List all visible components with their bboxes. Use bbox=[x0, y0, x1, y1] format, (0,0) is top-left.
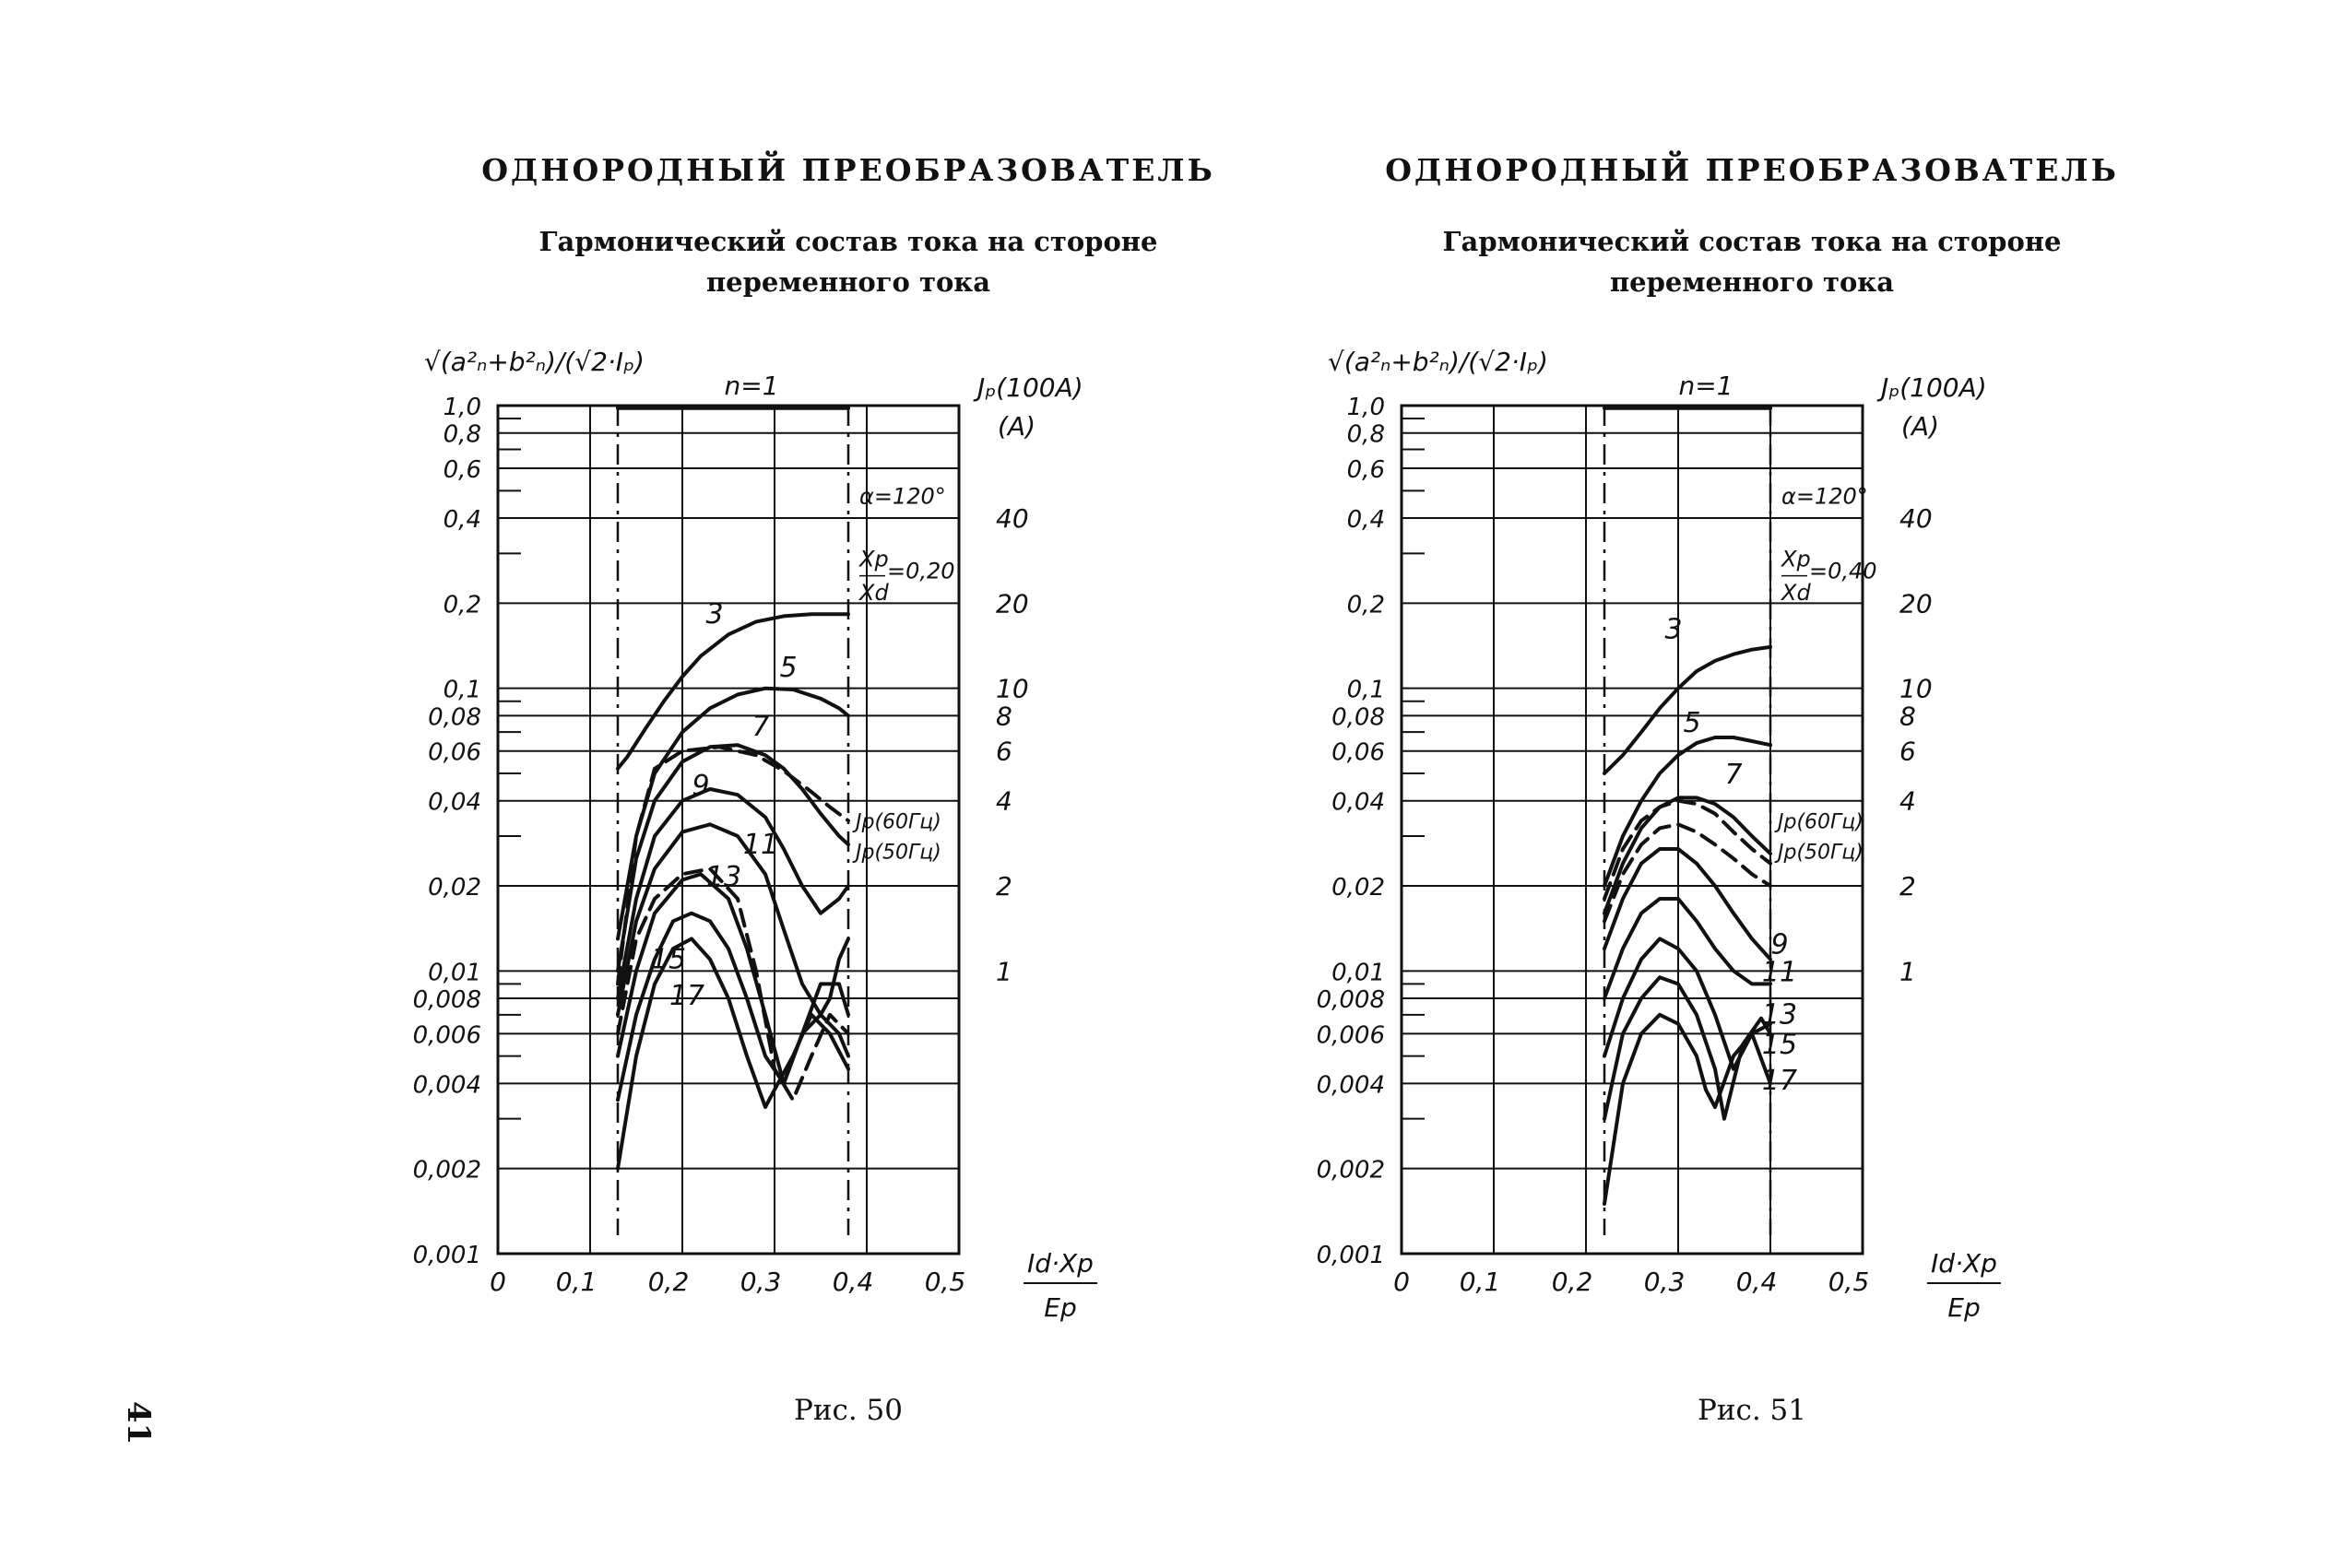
x-tick-label: 0,4 bbox=[1735, 1267, 1778, 1297]
y-tick-label: 0,006 bbox=[1316, 1021, 1385, 1050]
param-ratio-denominator: Xd bbox=[1781, 580, 1811, 607]
y-tick-label: 1,0 bbox=[443, 394, 481, 421]
curve-label-13: 13 bbox=[1761, 998, 1798, 1032]
y-axis-title: √(a²ₙ+b²ₙ)/(√2·Iₚ) bbox=[1328, 347, 1548, 377]
y-tick-label: 0,1 bbox=[1346, 676, 1385, 704]
y-axis-title: √(a²ₙ+b²ₙ)/(√2·Iₚ) bbox=[424, 347, 645, 377]
x-tick-label: 0,1 bbox=[1459, 1267, 1501, 1297]
x-tick-label: 0,5 bbox=[924, 1267, 966, 1297]
param-alpha: α=120° bbox=[859, 483, 946, 510]
curve-label-17: 17 bbox=[669, 979, 705, 1012]
figure-panel-left bbox=[387, 0, 1309, 1521]
x-tick-label: 0 bbox=[1393, 1267, 1410, 1297]
y-tick-label: 0,02 bbox=[1331, 874, 1385, 902]
curve-label-17: 17 bbox=[1761, 1065, 1798, 1098]
param-ratio-numerator: Xp bbox=[859, 546, 889, 572]
y-tick-label: 0,006 bbox=[412, 1021, 481, 1050]
right-tick-label: 6 bbox=[1899, 736, 1916, 767]
y-tick-label: 0,01 bbox=[1331, 959, 1385, 987]
y-tick-label: 0,04 bbox=[428, 788, 481, 817]
y-tick-label: 0,08 bbox=[428, 703, 481, 732]
right-tick-label: 40 bbox=[1899, 503, 1933, 535]
right-tick-label: 20 bbox=[1899, 588, 1933, 619]
y-tick-label: 0,002 bbox=[1316, 1156, 1385, 1185]
y-tick-label: 0,2 bbox=[1346, 591, 1385, 619]
curve-label-15: 15 bbox=[1761, 1029, 1798, 1062]
right-tick-label: 20 bbox=[996, 588, 1029, 619]
right-tick-label: 40 bbox=[996, 503, 1029, 535]
right-tick-label: 2 bbox=[1899, 871, 1916, 902]
right-tick-label: 4 bbox=[996, 785, 1012, 817]
param-ratio-value: =0,40 bbox=[1809, 558, 1877, 584]
x-axis-title-denominator: Ep bbox=[1947, 1292, 1981, 1323]
harmonic-chart-left bbox=[387, 332, 1309, 1383]
page-number: 41 bbox=[120, 1401, 157, 1445]
y-tick-label: 0,4 bbox=[443, 506, 481, 535]
series-line-13 bbox=[1604, 938, 1770, 1068]
curve-label-11: 11 bbox=[742, 829, 779, 862]
right-axis-title: Jₚ(100A) bbox=[1881, 372, 1987, 403]
right-tick-label: 2 bbox=[996, 871, 1012, 902]
curve-label-11: 11 bbox=[1761, 956, 1798, 989]
y-tick-label: 0,1 bbox=[443, 676, 481, 704]
y-tick-label: 0,2 bbox=[443, 591, 481, 619]
curve-label-7: 7 bbox=[751, 711, 770, 744]
x-tick-label: 0,2 bbox=[647, 1267, 690, 1297]
legend-jp-50hz: Jp(50Гц) bbox=[856, 841, 941, 865]
right-tick-label: 1 bbox=[1899, 956, 1916, 987]
curve-label-5: 5 bbox=[779, 651, 798, 684]
curve-label-9: 9 bbox=[692, 770, 710, 803]
series-label-n1: n=1 bbox=[724, 371, 779, 401]
right-axis-unit: (A) bbox=[1901, 411, 1940, 442]
x-tick-label: 0,5 bbox=[1828, 1267, 1870, 1297]
y-tick-label: 0,001 bbox=[412, 1242, 481, 1269]
right-tick-label: 10 bbox=[1899, 673, 1933, 704]
y-tick-label: 0,001 bbox=[1316, 1242, 1385, 1269]
y-tick-label: 0,08 bbox=[1331, 703, 1385, 732]
x-tick-label: 0,2 bbox=[1551, 1267, 1593, 1297]
figure-caption: Рис. 51 bbox=[1697, 1394, 1807, 1427]
y-tick-label: 0,04 bbox=[1331, 788, 1385, 817]
x-axis-title-denominator: Ep bbox=[1044, 1292, 1077, 1323]
harmonic-chart-right bbox=[1291, 332, 2213, 1383]
curve-label-5: 5 bbox=[1683, 707, 1701, 740]
param-ratio-numerator: Xp bbox=[1781, 546, 1811, 572]
x-tick-label: 0,1 bbox=[555, 1267, 598, 1297]
x-tick-label: 0 bbox=[490, 1267, 506, 1297]
subtitle-line-1: Гармонический состав тока на стороне bbox=[538, 226, 1158, 257]
right-tick-label: 4 bbox=[1899, 785, 1916, 817]
curve-label-3: 3 bbox=[705, 597, 724, 631]
legend-jp-50hz: Jp(50Гц) bbox=[1778, 841, 1864, 865]
x-tick-label: 0,3 bbox=[1643, 1267, 1686, 1297]
y-tick-label: 0,008 bbox=[412, 986, 481, 1015]
curve-label-13: 13 bbox=[705, 861, 742, 894]
series-label-n1: n=1 bbox=[1678, 371, 1733, 401]
figure-title: ОДНОРОДНЫЙ ПРЕОБРАЗОВАТЕЛЬ bbox=[481, 152, 1215, 188]
y-tick-label: 0,8 bbox=[1346, 420, 1385, 449]
right-axis-unit: (A) bbox=[998, 411, 1036, 442]
param-alpha: α=120° bbox=[1781, 483, 1868, 510]
y-tick-label: 0,004 bbox=[412, 1071, 481, 1100]
x-tick-label: 0,3 bbox=[740, 1267, 782, 1297]
figure-subtitle bbox=[1291, 221, 2213, 302]
figure-caption: Рис. 50 bbox=[793, 1394, 904, 1427]
y-tick-label: 0,008 bbox=[1316, 986, 1385, 1015]
subtitle-line-2: переменного тока bbox=[1609, 266, 1895, 298]
right-tick-label: 10 bbox=[996, 673, 1029, 704]
curve-label-3: 3 bbox=[1664, 613, 1683, 646]
right-tick-label: 8 bbox=[1899, 701, 1916, 732]
x-axis-title-numerator: Id·Xp bbox=[1027, 1248, 1094, 1279]
y-tick-label: 0,002 bbox=[412, 1156, 481, 1185]
y-tick-label: 0,01 bbox=[428, 959, 481, 987]
subtitle-line-1: Гармонический состав тока на стороне bbox=[1442, 226, 2062, 257]
x-axis-title-numerator: Id·Xp bbox=[1931, 1248, 1997, 1279]
param-ratio-denominator: Xd bbox=[859, 580, 889, 607]
curve-label-15: 15 bbox=[650, 943, 687, 976]
legend-jp-60hz: Jp(60Гц) bbox=[1778, 810, 1864, 834]
y-tick-label: 0,6 bbox=[443, 456, 481, 485]
y-tick-label: 0,004 bbox=[1316, 1071, 1385, 1100]
curve-label-9: 9 bbox=[1770, 928, 1789, 961]
y-tick-label: 0,6 bbox=[1346, 456, 1385, 485]
right-axis-title: Jₚ(100A) bbox=[977, 372, 1083, 403]
figure-panel-right bbox=[1291, 0, 2213, 1521]
right-tick-label: 8 bbox=[996, 701, 1012, 732]
series-line-17 bbox=[1604, 1015, 1770, 1204]
curve-label-7: 7 bbox=[1724, 759, 1743, 792]
right-tick-label: 6 bbox=[996, 736, 1012, 767]
figure-subtitle bbox=[387, 221, 1309, 302]
y-tick-label: 0,06 bbox=[1331, 738, 1385, 767]
subtitle-line-2: переменного тока bbox=[705, 266, 991, 298]
figure-title: ОДНОРОДНЫЙ ПРЕОБРАЗОВАТЕЛЬ bbox=[1385, 152, 2119, 188]
right-tick-label: 1 bbox=[996, 956, 1012, 987]
y-tick-label: 0,4 bbox=[1346, 506, 1385, 535]
x-tick-label: 0,4 bbox=[832, 1267, 874, 1297]
y-tick-label: 0,02 bbox=[428, 874, 481, 902]
y-tick-label: 0,06 bbox=[428, 738, 481, 767]
y-tick-label: 0,8 bbox=[443, 420, 481, 449]
legend-jp-60hz: Jp(60Гц) bbox=[856, 810, 941, 834]
y-tick-label: 1,0 bbox=[1346, 394, 1385, 421]
param-ratio-value: =0,20 bbox=[887, 558, 955, 584]
